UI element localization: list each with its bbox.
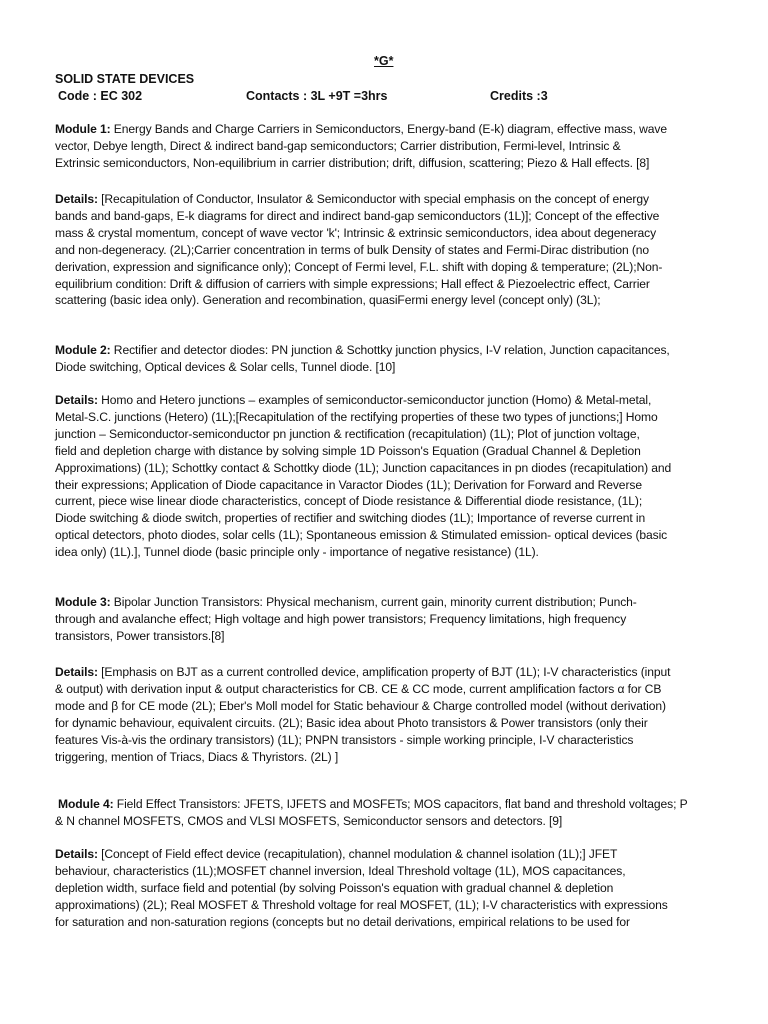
details-4-line: behaviour, characteristics (1L);MOSFET channel inversion, Ideal Threshold voltage (1L), MOS capacitances, xyxy=(55,863,626,878)
details-2-line: junction – Semiconductor-semiconductor pn junction & rectification (recapitulation) (1L); Plot of junction voltage, xyxy=(55,426,640,441)
details-4-label: Details: xyxy=(55,847,98,861)
module-2-line: Diode switching, Optical devices & Solar cells, Tunnel diode. [10] xyxy=(55,359,396,374)
details-3-line: for dynamic behaviour, equivalent circuits. (2L); Basic idea about Photo transistors & Power transistors (only their xyxy=(55,715,648,730)
module-3-line: through and avalanche effect; High voltage and high power transistors; Frequency limitations, high frequency xyxy=(55,611,627,626)
details-1-line: bands and band-gaps, E-k diagrams for direct and indirect band-gap semiconductors (1L)]; Concept of the effective xyxy=(55,208,660,223)
module-4-line: Field Effect Transistors: JFETS, IJFETS and MOSFETs; MOS capacitors, flat band and threshold voltages; P xyxy=(113,797,688,811)
details-2-line: Diode switching & diode switch, properties of rectifier and switching diodes (1L); Importance of reverse current in xyxy=(55,511,646,526)
module-1-details xyxy=(55,191,715,309)
course-credits: Credits :3 xyxy=(490,89,548,103)
details-3-line: [Emphasis on BJT as a current controlled device, amplification property of BJT (1L); I-V characteristics (input xyxy=(97,665,671,679)
module-3-line: transistors, Power transistors.[8] xyxy=(55,628,225,643)
details-2-line: their expressions; Application of Diode capacitance in Varactor Diodes (1L); Derivation for Forward and Reverse xyxy=(55,477,642,492)
details-2-line: Approximations) (1L); Schottky contact & Schottky diode (1L); Junction capacitances in pn diodes (recapitulation) and xyxy=(55,460,672,475)
details-1-line: scattering (basic idea only). Generation and recombination, quasiFermi energy level (concept only) (3L); xyxy=(55,293,601,308)
module-1-line: Extrinsic semiconductors, Non-equilibrium in carrier distribution; drift, diffusion, scattering; Piezo & Hall effects. [8] xyxy=(55,155,650,170)
details-3-line: mode and β for CE mode (2L); Eber's Moll model for Static behaviour & Charge controlled model (without derivation) xyxy=(55,698,666,713)
module-1-label: Module 1: xyxy=(55,122,111,136)
details-3-line: triggering, mention of Triacs, Diacs & Thyristors. (2L) ] xyxy=(55,749,339,764)
module-1-summary xyxy=(55,121,715,172)
course-info-row xyxy=(55,89,675,105)
details-4-line: [Concept of Field effect device (recapitulation), channel modulation & channel isolation (1L);] JFET xyxy=(97,847,618,861)
course-title: SOLID STATE DEVICES xyxy=(55,72,195,86)
details-2-line: Homo and Hetero junctions – examples of semiconductor-semiconductor junction (Homo) & Metal-metal, xyxy=(97,393,652,407)
details-3-label: Details: xyxy=(55,665,98,679)
module-2-label: Module 2: xyxy=(55,343,111,357)
details-2-line: Metal-S.C. junctions (Hetero) (1L);[Recapitulation of the rectifying properties of these two types of junctions;] Homo xyxy=(55,409,658,424)
module-3-details xyxy=(55,664,715,765)
module-4-details xyxy=(55,846,715,931)
module-2-line: Rectifier and detector diodes: PN junction & Schottky junction physics, I-V relation, Junction capacitances, xyxy=(110,343,670,357)
details-3-line: features Vis-à-vis the ordinary transistors) (1L); PNPN transistors - simple working principle, I-V characteristics xyxy=(55,732,634,747)
details-1-label: Details: xyxy=(55,192,98,206)
module-4-summary xyxy=(55,796,718,830)
details-1-line: equilibrium condition: Drift & diffusion of carriers with simple expressions; Hall effect & Piezoelectric effect, Carrier xyxy=(55,276,650,291)
details-2-line: current, piece wise linear diode characteristics, concept of Diode resistance & Differential diode resistance, (1L); xyxy=(55,494,643,509)
details-4-line: approximations) (2L); Real MOSFET & Threshold voltage for real MOSFET, (1L); I-V characteristics with expressions xyxy=(55,897,668,912)
module-4-line: & N channel MOSFETS, CMOS and VLSI MOSFETS, Semiconductor sensors and detectors. [9] xyxy=(55,813,563,828)
details-1-line: and non-degeneracy. (2L);Carrier concentration in terms of bulk Density of states and Fermi-Dirac distribution (no xyxy=(55,242,650,257)
details-2-line: idea only) (1L).], Tunnel diode (basic principle only - importance of negative resistance) (1L). xyxy=(55,545,539,560)
details-2-line: optical detectors, photo diodes, solar cells (1L); Spontaneous emission & Stimulated emission- optical devices (basic xyxy=(55,528,668,543)
details-3-line: & output) with derivation input & output characteristics for CB. CE & CC mode, current amplification factors α for CB xyxy=(55,681,662,696)
module-4-label: Module 4: xyxy=(58,797,114,811)
details-1-line: derivation, expression and significance only); Concept of Fermi level, F.L. shift with doping & temperature; (2L);Non- xyxy=(55,259,663,274)
details-1-line: mass & crystal momentum, concept of wave vector 'k'; Intrinsic & extrinsic semiconductors, idea about degeneracy xyxy=(55,225,657,240)
course-contacts: Contacts : 3L +9T =3hrs xyxy=(246,89,388,103)
module-3-line: Bipolar Junction Transistors: Physical mechanism, current gain, minority current distribution; Punch- xyxy=(110,595,637,609)
details-4-line: for saturation and non-saturation regions (concepts but no detail derivations, empirical relations to be used for xyxy=(55,914,630,929)
module-2-summary xyxy=(55,342,715,376)
details-4-line: depletion width, surface field and potential (by solving Poisson's equation with gradual channel & depletion xyxy=(55,880,614,895)
details-2-line: field and depletion charge with distance by solving simple 1D Poisson's Equation (Gradual Channel & Depletion xyxy=(55,443,641,458)
module-1-line: Energy Bands and Charge Carriers in Semiconductors, Energy-band (E-k) diagram, effective mass, wave xyxy=(110,122,667,136)
module-2-details xyxy=(55,392,715,561)
module-3-label: Module 3: xyxy=(55,595,111,609)
module-1-line: vector, Debye length, Direct & indirect band-gap semiconductors; Carrier distribution, Fermi-level, Intrinsic & xyxy=(55,138,621,153)
details-2-label: Details: xyxy=(55,393,98,407)
details-1-line: [Recapitulation of Conductor, Insulator & Semiconductor with special emphasis on the concept of energy xyxy=(97,192,649,206)
page-marker: *G* xyxy=(374,54,394,68)
module-3-summary xyxy=(55,594,715,645)
course-code: Code : EC 302 xyxy=(58,89,143,103)
